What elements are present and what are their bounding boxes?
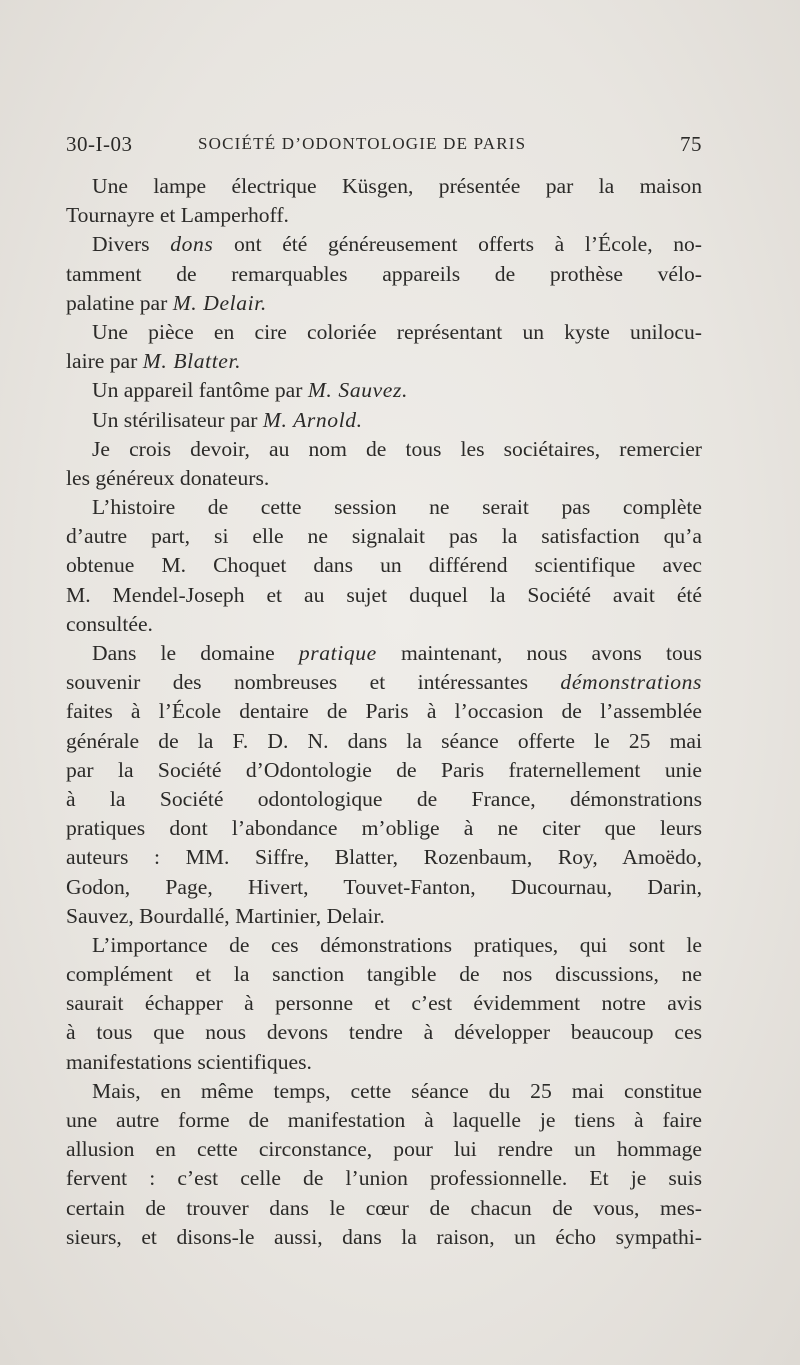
italic-text: M. Delair. (172, 290, 267, 315)
text-line (66, 406, 702, 435)
italic-text: dons (170, 232, 214, 257)
text-segment: Mais, en même temps, cette séance du 25 mai constitue (92, 1078, 702, 1103)
text-line (66, 902, 702, 931)
text-line (66, 1164, 702, 1193)
text-line (66, 931, 702, 960)
italic-text: M. Sauvez. (307, 378, 408, 403)
text-segment: à la Société odontologique de France, démonstrations (66, 786, 702, 811)
header-date: 30-I-03 (66, 132, 133, 156)
text-line (66, 289, 702, 318)
text-segment: tamment de remarquables appareils de prothèse vélo- (66, 261, 702, 286)
text-line (66, 843, 702, 872)
text-line (66, 1223, 702, 1252)
text-segment: fervent : c’est celle de l’union professionnelle. Et je suis (66, 1166, 702, 1191)
text-line (66, 172, 702, 201)
text-segment: consultée. (66, 611, 153, 636)
text-line (66, 1106, 702, 1135)
text-line (66, 347, 702, 376)
text-line (66, 522, 702, 551)
text-segment: complément et la sanction tangible de nos discussions, ne (66, 962, 702, 987)
text-line (66, 785, 702, 814)
text-segment: Godon, Page, Hivert, Touvet-Fanton, Ducournau, Darin, (66, 874, 702, 899)
text-line (66, 610, 702, 639)
text-segment: M. Mendel-Joseph et au sujet duquel la Société avait été (66, 582, 702, 607)
text-line (66, 260, 702, 289)
text-line (66, 960, 702, 989)
text-segment: L’histoire de cette session ne serait pas complète (92, 495, 702, 520)
text-segment: faites à l’École dentaire de Paris à l’occasion de l’assemblée (66, 699, 702, 724)
text-line (66, 464, 702, 493)
text-line (66, 1077, 702, 1106)
text-line (66, 318, 702, 347)
text-line (66, 639, 702, 668)
page-number: 75 (680, 132, 702, 156)
text-segment: obtenue M. Choquet dans un différend scientifique avec (66, 553, 702, 578)
text-line (66, 1048, 702, 1077)
text-segment: générale de la F. D. N. dans la séance offerte le 25 mai (66, 728, 702, 753)
text-line (66, 1018, 702, 1047)
text-segment: d’autre part, si elle ne signalait pas la satisfaction qu’a (66, 524, 702, 549)
text-segment: les généreux donateurs. (66, 465, 270, 490)
text-segment: souvenir des nombreuses et intéressantes (66, 670, 561, 695)
text-line (66, 1194, 702, 1223)
text-line (66, 230, 702, 259)
text-segment: Tournayre et Lamperhoff. (66, 203, 289, 228)
text-segment: Divers (92, 232, 171, 257)
text-segment: allusion en cette circonstance, pour lui rendre un hommage (66, 1137, 702, 1162)
text-segment: à tous que nous devons tendre à développer beaucoup ces (66, 1020, 702, 1045)
text-line (66, 376, 702, 405)
text-segment: une autre forme de manifestation à laquelle je tiens à faire (66, 1108, 702, 1132)
text-segment: certain de trouver dans le cœur de chacun de vous, mes- (66, 1195, 702, 1220)
text-segment: pratiques dont l’abondance m’oblige à ne citer que leurs (66, 816, 702, 841)
body-text (66, 172, 702, 1252)
text-line (66, 581, 702, 610)
text-segment: saurait échapper à personne et c’est évidemment notre avis (66, 991, 702, 1016)
text-segment: maintenant, nous avons tous (376, 641, 702, 665)
italic-text: M. Arnold. (262, 407, 363, 432)
text-line (66, 493, 702, 522)
text-segment: Une pièce en cire coloriée représentant un kyste unilocu- (92, 319, 702, 344)
text-segment: L’importance de ces démonstrations pratiques, qui sont le (92, 932, 702, 957)
text-segment: palatine par (66, 290, 173, 315)
text-line (66, 201, 702, 230)
text-line (66, 814, 702, 843)
text-segment: Je crois devoir, au nom de tous les sociétaires, remercier (92, 436, 702, 461)
italic-text: pratique (298, 641, 377, 665)
text-segment: Un stérilisateur par (92, 407, 263, 432)
text-segment: laire par (66, 349, 143, 374)
header-title: SOCIÉTÉ D’ODONTOLOGIE DE PARIS (198, 134, 527, 153)
text-line (66, 873, 702, 902)
text-segment: sieurs, et disons-le aussi, dans la raison, un écho sympathi- (66, 1224, 702, 1249)
text-line (66, 668, 702, 697)
text-line (66, 551, 702, 580)
text-segment: ont été généreusement offerts à l’École, no- (213, 232, 702, 257)
text-segment: Un appareil fantôme par (92, 378, 308, 403)
text-segment: auteurs : MM. Siffre, Blatter, Rozenbaum, Roy, Amoëdo, (66, 845, 702, 870)
text-segment: par la Société d’Odontologie de Paris fraternellement unie (66, 757, 702, 782)
text-line (66, 727, 702, 756)
italic-text: démonstrations (560, 670, 702, 695)
text-line (66, 435, 702, 464)
text-line (66, 989, 702, 1018)
text-line (66, 756, 702, 785)
text-segment: Dans le domaine (92, 641, 299, 665)
text-segment: manifestations scientifiques. (66, 1049, 312, 1074)
italic-text: M. Blatter. (142, 349, 242, 374)
text-line (66, 1135, 702, 1164)
text-segment: Une lampe électrique Küsgen, présentée par la maison (92, 174, 702, 198)
text-segment: Sauvez, Bourdallé, Martinier, Delair. (66, 903, 385, 928)
running-head (66, 132, 702, 160)
text-line (66, 697, 702, 726)
